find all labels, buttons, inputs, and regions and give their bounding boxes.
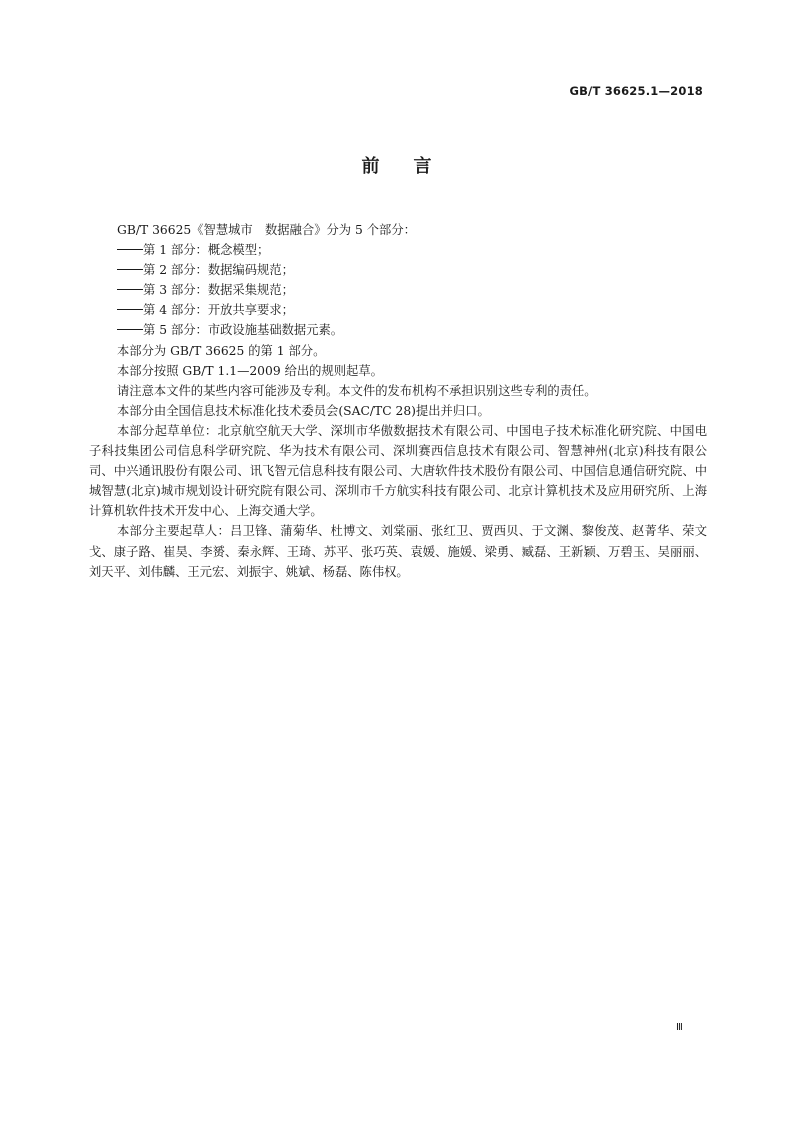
dash-mark: [117, 329, 143, 330]
list-item-text: 第 2 部分：数据编码规范；: [143, 263, 294, 278]
dash-mark: [117, 309, 143, 310]
list-item-text: 第 4 部分：开放共享要求；: [143, 303, 294, 318]
list-item: [89, 260, 707, 280]
part-statement: 本部分为 GB/T 36625 的第 1 部分。: [117, 343, 326, 358]
list-item: [89, 240, 707, 260]
dash-mark: [117, 269, 143, 270]
list-item-text: 第 1 部分：概念模型；: [143, 243, 270, 258]
standard-number: GB/T 36625.1—2018: [569, 84, 703, 98]
committee-statement: 本部分由全国信息技术标准化技术委员会(SAC/TC 28)提出并归口。: [117, 403, 490, 418]
list-item: [89, 320, 707, 340]
list-item: [89, 300, 707, 320]
page-number: Ⅲ: [676, 1022, 683, 1033]
list-item-text: 第 3 部分：数据采集规范；: [143, 283, 294, 298]
drafting-units: 本部分起草单位：北京航空航天大学、深圳市华傲数据技术有限公司、中国电子技术标准化研究院、中国电子科技集团公司信息科学研究院、华为技术有限公司、深圳赛西信息技术有限公司、智慧神州(北京)科技有限公司、中兴通讯股份有限公司、讯飞智元信息科技有限公司、大唐软件技术股份有限公司、中国信息通信研究院、中城智慧(北京)城市规划设计研究院有限公司、深圳市千方航实科技有限公司、北京计算机技术及应用研究所、上海计算机软件技术开发中心、上海交通大学。: [89, 423, 707, 519]
dash-mark: [117, 249, 143, 250]
intro-paragraph: GB/T 36625《智慧城市 数据融合》分为 5 个部分：: [117, 223, 416, 237]
drafting-rules-statement: 本部分按照 GB/T 1.1—2009 给出的规则起草。: [117, 363, 383, 378]
list-item-text: 第 5 部分：市政设施基础数据元素。: [143, 323, 344, 338]
document-body: [89, 220, 707, 582]
drafters: 本部分主要起草人：吕卫锋、蒲菊华、杜博文、刘棠丽、张红卫、贾西贝、于文渊、黎俊茂、赵菁华、荣文戈、康子路、崔昊、李赟、秦永辉、王琦、苏平、张巧英、袁媛、施媛、梁勇、臧磊、王新颖、万碧玉、吴丽丽、刘天平、刘伟麟、王元宏、刘振宇、姚斌、杨磊、陈伟权。: [89, 524, 707, 579]
page-title: 前言: [361, 156, 466, 177]
patent-notice: 请注意本文件的某些内容可能涉及专利。本文件的发布机构不承担识别这些专利的责任。: [117, 383, 597, 398]
dash-mark: [117, 289, 143, 290]
list-item: [89, 280, 707, 300]
